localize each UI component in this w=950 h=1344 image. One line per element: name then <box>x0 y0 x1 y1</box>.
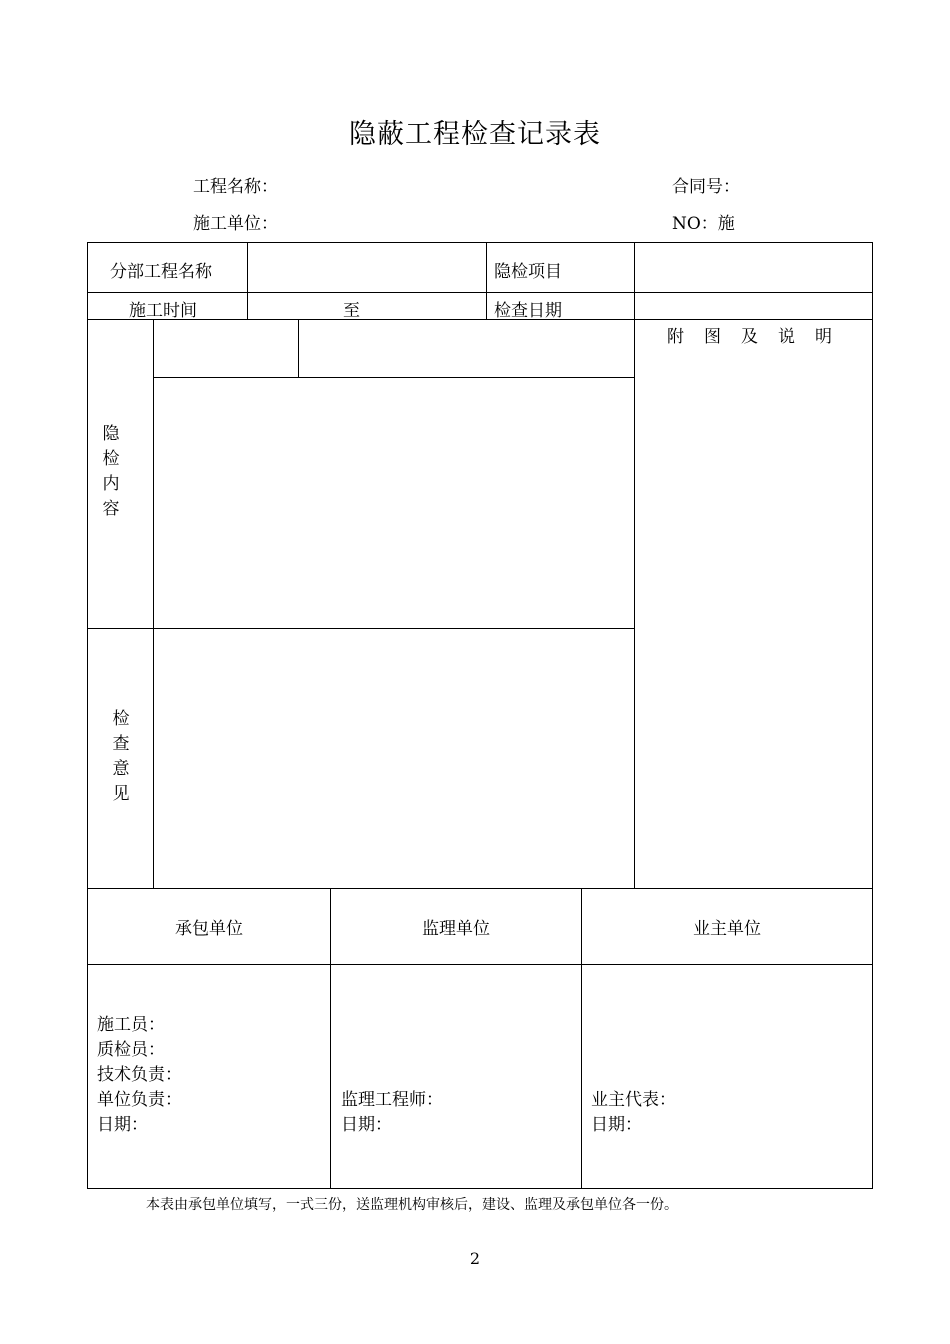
no-label: NO：施 <box>672 214 735 234</box>
footer-note: 本表由承包单位填写，一式三份，送监理机构审核后，建设、监理及承包单位各一份。 <box>146 1197 678 1213</box>
contractor-signature-block[interactable] <box>97 1013 182 1138</box>
quality-inspector-label: 质检员： <box>97 1040 165 1060</box>
supervisor-signature-block[interactable] <box>341 1088 443 1138</box>
page-number: 2 <box>469 1249 481 1268</box>
technical-lead-label: 技术负责： <box>97 1065 182 1085</box>
table-border-bottom <box>87 1188 873 1189</box>
contract-no-label: 合同号： <box>672 177 740 197</box>
inspection-opinion-area[interactable] <box>154 629 634 888</box>
concealed-content-label: 隐 检 内 容 <box>102 424 120 519</box>
concealed-content-subfield-2[interactable] <box>299 320 634 377</box>
table-border-right <box>872 242 873 1189</box>
page-title: 隐蔽工程检查记录表 <box>349 119 601 150</box>
supervisor-header: 监理单位 <box>422 919 490 939</box>
owner-date-label: 日期： <box>591 1115 642 1135</box>
inspection-date-field[interactable] <box>635 293 872 319</box>
project-name-label: 工程名称： <box>193 177 278 197</box>
owner-representative-label: 业主代表： <box>591 1090 676 1110</box>
supervising-engineer-label: 监理工程师： <box>341 1090 443 1110</box>
construction-time-label: 施工时间 <box>129 301 197 321</box>
contractor-date-label: 日期： <box>97 1115 148 1135</box>
sub-project-name-label: 分部工程名称 <box>110 262 212 282</box>
drawings-notes-label: 附图及说明 <box>667 327 852 347</box>
supervisor-date-label: 日期： <box>341 1115 392 1135</box>
drawings-notes-area[interactable] <box>635 345 872 888</box>
concealed-content-subfield-1[interactable] <box>154 320 298 377</box>
col-divider <box>486 242 487 320</box>
concealed-item-field[interactable] <box>635 243 872 292</box>
unit-lead-label: 单位负责： <box>97 1090 182 1110</box>
contractor-header: 承包单位 <box>175 919 243 939</box>
row-divider <box>87 888 873 889</box>
concealed-content-area[interactable] <box>154 378 634 628</box>
row-divider <box>87 964 873 965</box>
constructor-label: 施工员： <box>97 1015 165 1035</box>
inspection-opinion-label: 检 查 意 见 <box>112 709 130 804</box>
inspection-date-label: 检查日期 <box>494 301 562 321</box>
time-range-to-label: 至 <box>343 301 360 321</box>
concealed-item-label: 隐检项目 <box>494 262 562 282</box>
sub-project-name-field[interactable] <box>248 243 486 292</box>
owner-header: 业主单位 <box>693 919 761 939</box>
owner-signature-block[interactable] <box>591 1088 676 1138</box>
table-border-left <box>87 242 88 1189</box>
contractor-unit-label: 施工单位： <box>193 214 278 234</box>
